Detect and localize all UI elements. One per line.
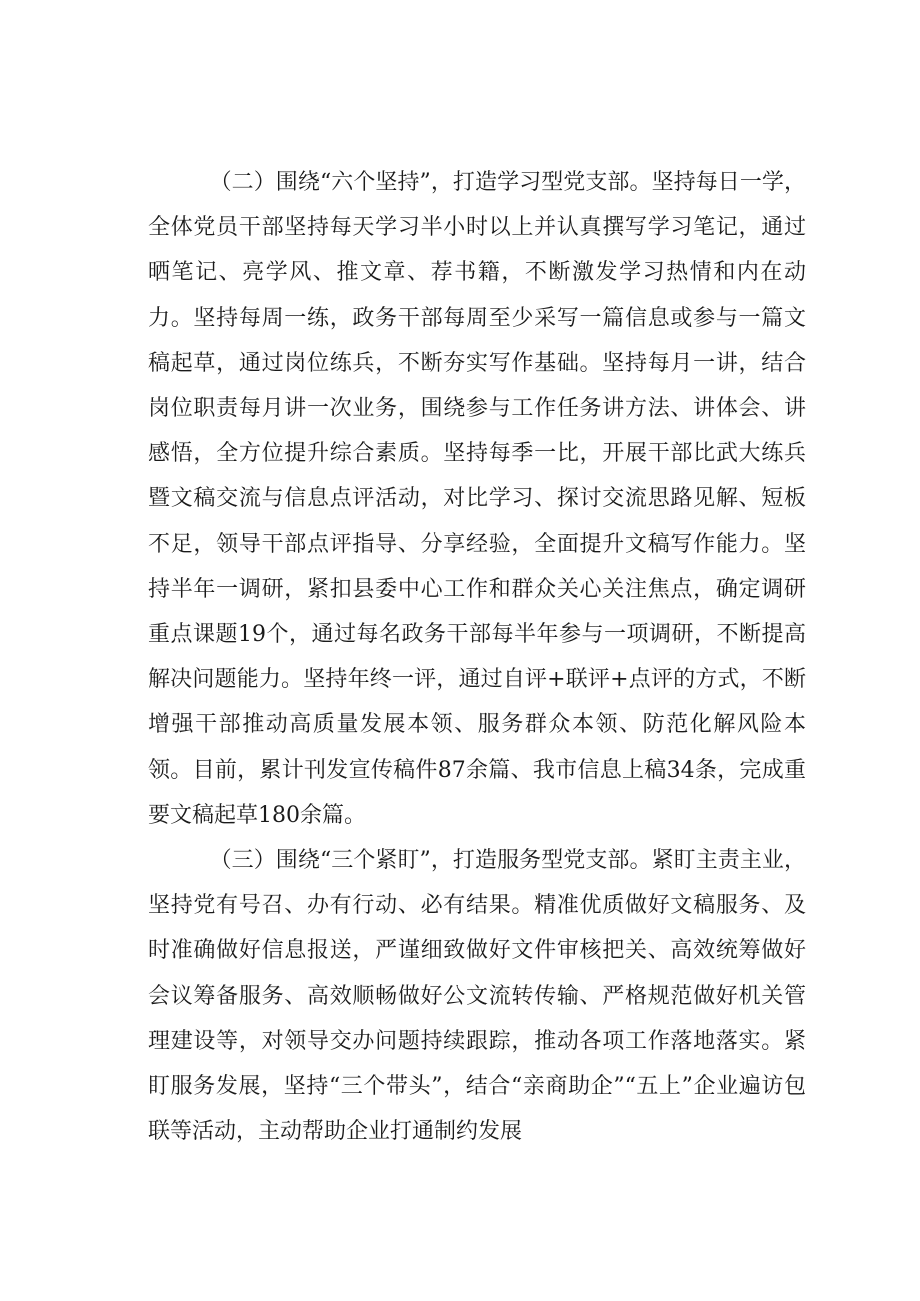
paragraph-study-party-branch: （二）围绕“六个坚持”，打造学习型党支部。坚持每日一学，全体党员干部坚持每天学习半小时以上并认真撰写学习笔记，通过晒笔记、亮学风、推文章、荐书籍，不断激发学习热情和内在动力。坚持每周一练，政务干部每周至少采写一篇信息或参与一篇文稿起草，通过岗位练兵，不断夯实写作基础。坚持每月一讲，结合岗位职责每月讲一次业务，围绕参与工作任务讲方法、讲体会、讲感悟，全方位提升综合素质。坚持每季一比，开展干部比武大练兵暨文稿交流与信息点评活动，对比学习、探讨交流思路见解、短板不足，领导干部点评指导、分享经验，全面提升文稿写作能力。坚持半年一调研，紧扣县委中心工作和群众关心关注焦点，确定调研重点课题19个，通过每名政务干部每半年参与一项调研，不断提高解决问题能力。坚持年终一评，通过自评+联评+点评的方式，不断增强干部推动高质量发展本领、服务群众本领、防范化解风险本领。目前，累计刊发宣传稿件87余篇、我市信息上稿34条，完成重要文稿起草180余篇。 <box>148 170 806 828</box>
paragraph-service-party-branch: （三）围绕“三个紧盯”，打造服务型党支部。紧盯主责主业，坚持党有号召、办有行动、必有结果。精准优质做好文稿服务、及时准确做好信息报送，严谨细致做好文件审核把关、高效统筹做好会议筹备服务、高效顺畅做好公文流转传输、严格规范做好机关管理建设等，对领导交办问题持续跟踪，推动各项工作落地落实。紧盯服务发展，坚持“三个带头”，结合“亲商助企”“五上”企业遍访包联等活动，主动帮助企业打通制约发展 <box>148 848 806 1145</box>
document-page <box>148 160 806 1154</box>
